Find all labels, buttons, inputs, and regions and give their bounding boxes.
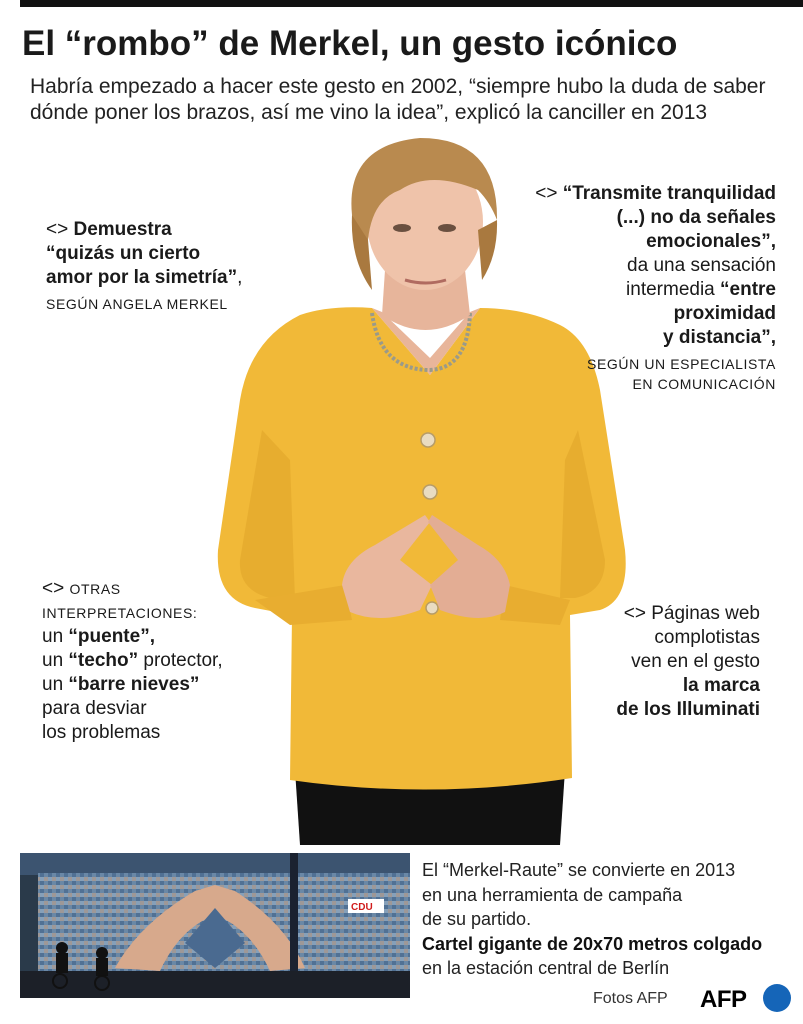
note-attribution: SEGÚN UN ESPECIALISTA [587, 356, 776, 372]
afp-logo-dot [763, 984, 791, 1012]
cyclist-1 [56, 942, 68, 954]
marker: <> [42, 578, 65, 599]
note-line: “barre nieves” [68, 674, 200, 695]
note-line: la marca [682, 675, 760, 696]
note-line: de los Illuminati [616, 699, 760, 720]
note-line: un [42, 650, 64, 671]
note-line: Demuestra [73, 219, 172, 240]
photo-credit: Fotos AFP [593, 990, 668, 1007]
note-line: Páginas web [651, 603, 760, 624]
note-line: protector, [143, 650, 223, 671]
note-line: emocionales”, [646, 231, 776, 252]
button-2 [423, 485, 437, 499]
photo-caption [422, 858, 792, 981]
caption-line: El “Merkel-Raute” se convierte en 2013 [422, 860, 736, 880]
marker: <> [535, 183, 558, 204]
note-attribution: SEGÚN ANGELA MERKEL [46, 296, 228, 312]
cdu-logo-text: CDU [351, 902, 373, 913]
note-line: para desviar [42, 698, 147, 719]
note-attribution: EN COMUNICACIÓN [632, 376, 776, 392]
note-line: proximidad [673, 303, 776, 324]
top-rule [20, 0, 803, 7]
note-line: un [42, 674, 64, 695]
note-line: “Transmite tranquilidad [562, 183, 776, 204]
eye-left [393, 224, 411, 232]
note-line: “entre [720, 279, 776, 300]
hair-side-right [478, 220, 497, 280]
marker: <> [46, 219, 69, 240]
note-line: ven en el gesto [631, 651, 760, 672]
caption-line: de su partido. [422, 909, 532, 929]
note-line: y distancia”, [663, 327, 776, 348]
note-line: INTERPRETACIONES: [42, 605, 198, 621]
marker: <> [623, 603, 646, 624]
note-line: (...) no da señales [616, 207, 776, 228]
note-line: complotistas [654, 627, 760, 648]
button-1 [421, 433, 435, 447]
note-bottom-left [42, 577, 272, 745]
note-line: “quizás un cierto [46, 243, 201, 264]
afp-logo-text: AFP [700, 986, 747, 1013]
note-bottom-right [560, 602, 760, 722]
page-title: El “rombo” de Merkel, un gesto icónico [22, 24, 678, 63]
note-line: OTRAS [69, 581, 121, 597]
note-line: “puente”, [68, 626, 155, 647]
note-line: los problemas [42, 722, 161, 743]
caption-line: en la estación central de Berlín [422, 958, 670, 978]
billboard-photo [20, 853, 410, 998]
button-3 [426, 602, 438, 614]
note-line: intermedia [626, 279, 715, 300]
note-line: “techo” [68, 650, 139, 671]
caption-line: en una herramienta de campaña [422, 884, 683, 905]
note-line: un [42, 626, 64, 647]
caption-line: Cartel gigante de 20x70 metros colgado [422, 933, 763, 954]
cyclist-2 [96, 947, 108, 959]
note-top-left [46, 218, 286, 316]
note-punct: , [237, 267, 243, 288]
note-line: da una sensación [627, 255, 776, 276]
eye-right [438, 224, 456, 232]
page-subtitle: Habría empezado a hacer este gesto en 2002, “siempre hubo la duda de saber dónde poner los brazos, así me vino la idea”, explicó la canciller en 2013 [30, 75, 766, 124]
note-top-right [520, 182, 776, 394]
afp-logo [700, 983, 792, 1013]
note-line: amor por la simetría” [46, 267, 238, 288]
